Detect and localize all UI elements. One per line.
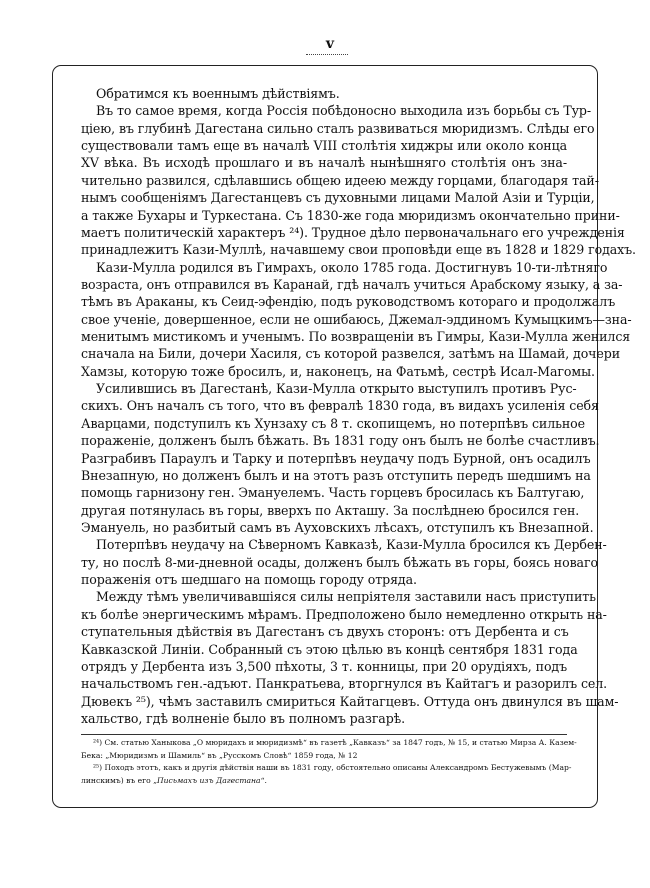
text-line: Кавказской Линіи. Собранный съ этою цѣлью въ концѣ сентября 1831 года	[81, 641, 578, 657]
text-line: Кази-Мулла родился въ Гимрахъ, около 1785 года. Достигнувъ 10-ти-лѣтняго	[96, 259, 608, 275]
text-line: другая потянулась въ горы, вверхъ по Акташу. За послѣднею бросился ген.	[81, 502, 580, 518]
footnote-line: Бека: „Мюридизмъ и Шамиль“ въ „Русскомъ Словѣ“ 1859 года, № 12	[81, 750, 358, 760]
text-line: къ болѣе энергическимъ мѣрамъ. Предположено было немедленно открыть на-	[81, 606, 607, 622]
text-line: XV вѣка. Въ исходѣ прошлаго и въ началѣ нынѣшняго столѣтія онъ зна-	[81, 155, 567, 171]
text-line: ціею, въ глубинѣ Дагестана сильно сталъ развиваться мюридизмъ. Слѣды его	[81, 120, 595, 136]
footnote-text: “.	[260, 775, 267, 785]
footnotes	[81, 737, 577, 787]
text-line: Потерпѣвъ неудачу на Сѣверномъ Кавказѣ, Кази-Мулла бросился къ Дербен-	[96, 537, 607, 553]
text-line: Обратимся къ военнымъ дѣйствіямъ.	[96, 86, 340, 101]
text-line: Дювекъ ²⁵), чѣмъ заставилъ смириться Кайтагцевъ. Оттуда онъ двинулся въ шам-	[81, 693, 619, 709]
text-line: пораженіе, долженъ былъ бѣжать. Въ 1831 году онъ былъ не болѣе счастливъ.	[81, 433, 600, 449]
footnote-rule	[81, 734, 567, 735]
text-line: а также Бухары и Туркестана. Съ 1830-же года мюридизмъ окончательно прини-	[81, 207, 620, 223]
text-line: Аварцами, подступилъ къ Хунзаху съ 8 т. скопищемъ, но потерпѣвъ сильное	[81, 415, 586, 431]
footnote-text: линскимъ) въ его „	[81, 775, 158, 785]
text-line: свое ученіе, довершенное, если не ошибаюсь, Джемал-эддиномъ Кумыцкимъ—зна-	[81, 311, 632, 327]
text-line: ту, но послѣ 8-ми-дневной осады, долженъ былъ бѣжать въ горы, боясь новаго	[81, 554, 598, 570]
text-line: Разграбивъ Параулъ и Тарку и потерпѣвъ неудачу подъ Бурной, онъ осадилъ	[81, 450, 591, 466]
text-line: Эмануель, но разбитый самъ въ Ауховскихъ лѣсахъ, отступилъ къ Внезапной.	[81, 519, 594, 535]
text-line: Усилившись въ Дагестанѣ, Кази-Мулла открыто выступилъ противъ Рус-	[96, 381, 577, 397]
text-line: хальство, гдѣ волненіе было въ полномъ разгарѣ.	[81, 710, 406, 726]
text-line: чительно развился, сдѣлавшись общею идеею между горцами, благодаря тай-	[81, 172, 599, 188]
text-line: Между тѣмъ увеличивавшіяся силы непріятеля заставили насъ приступить	[96, 589, 596, 605]
text-line: Въ то самое время, когда Россія побѣдоносно выходила изъ борьбы съ Тур-	[96, 103, 592, 119]
text-line: скихъ. Онъ началъ съ того, что въ февралѣ 1830 года, въ видахъ усиленія себя	[81, 398, 599, 414]
text-line: Внезапную, но долженъ былъ и на этотъ разъ отступить передъ шедшимъ на	[81, 467, 591, 483]
text-line: отрядъ у Дербента изъ 3,500 пѣхоты, 3 т. конницы, при 20 орудіяхъ, подъ	[81, 658, 567, 674]
text-line: сначала на Били, дочери Хасиля, съ которой развелся, затѣмъ на Шамай, дочери	[81, 346, 621, 362]
text-line: маетъ политическій характеръ ²⁴). Трудное дѣло первоначальнаго его учрежденія	[81, 224, 625, 240]
text-line: помощь гарнизону ген. Эмануелемъ. Часть горцевъ бросилась къ Балтугаю,	[81, 485, 585, 501]
text-line: принадлежитъ Кази-Муллѣ, начавшему свои проповѣди еще въ 1828 и 1829 годахъ.	[81, 242, 636, 258]
text-line: тѣмъ въ Араканы, къ Сеид-эфендію, подъ руководствомъ котораго и продолжалъ	[81, 294, 616, 310]
page-number: v	[325, 36, 335, 52]
footnote-italic-title: Письмахъ изъ Дагестана	[157, 775, 261, 785]
text-line: менитымъ мистикомъ и ученымъ. По возвращеніи въ Гимры, Кази-Мулла женился	[81, 329, 631, 345]
footnote-line: ²⁵) Походъ этотъ, какъ и другія дѣйствія наши въ 1831 году, обстоятельно описаны Александромъ Бестужевымъ (Мар-	[93, 763, 572, 773]
text-line: возраста, онъ отправился въ Каранай, гдѣ началъ учиться Арабскому языку, а за-	[81, 276, 623, 292]
footnote-line	[81, 775, 567, 788]
text-line: ступательныя дѣйствія въ Дагестанъ съ двухъ сторонъ: отъ Дербента и съ	[81, 624, 569, 640]
page-number-ornament	[306, 54, 348, 55]
footnote-line: ²⁴) См. статью Ханыкова „О мюридахъ и мюридизмѣ“ въ газетѣ „Кавказъ“ за 1847 годъ, № 15, и статью Мирза А. Казем-	[93, 738, 577, 747]
text-line: Хамзы, которую тоже бросилъ, и, наконецъ, на Фатьмѣ, сестрѣ Исал-Магомы.	[81, 363, 595, 379]
text-line: пораженія отъ шедшаго на помощь городу отряда.	[81, 572, 417, 588]
text-line: нымъ сообщеніямъ Дагестанцевъ съ духовными лицами Малой Азіи и Турціи,	[81, 190, 595, 206]
text-line: существовали тамъ еще въ началѣ VIII столѣтія хиджры или около конца	[81, 138, 567, 154]
body-text	[81, 85, 636, 727]
text-line: начальствомъ ген.-адъют. Панкратьева, вторгнулся въ Кайтагъ и разорилъ сел.	[81, 676, 608, 692]
